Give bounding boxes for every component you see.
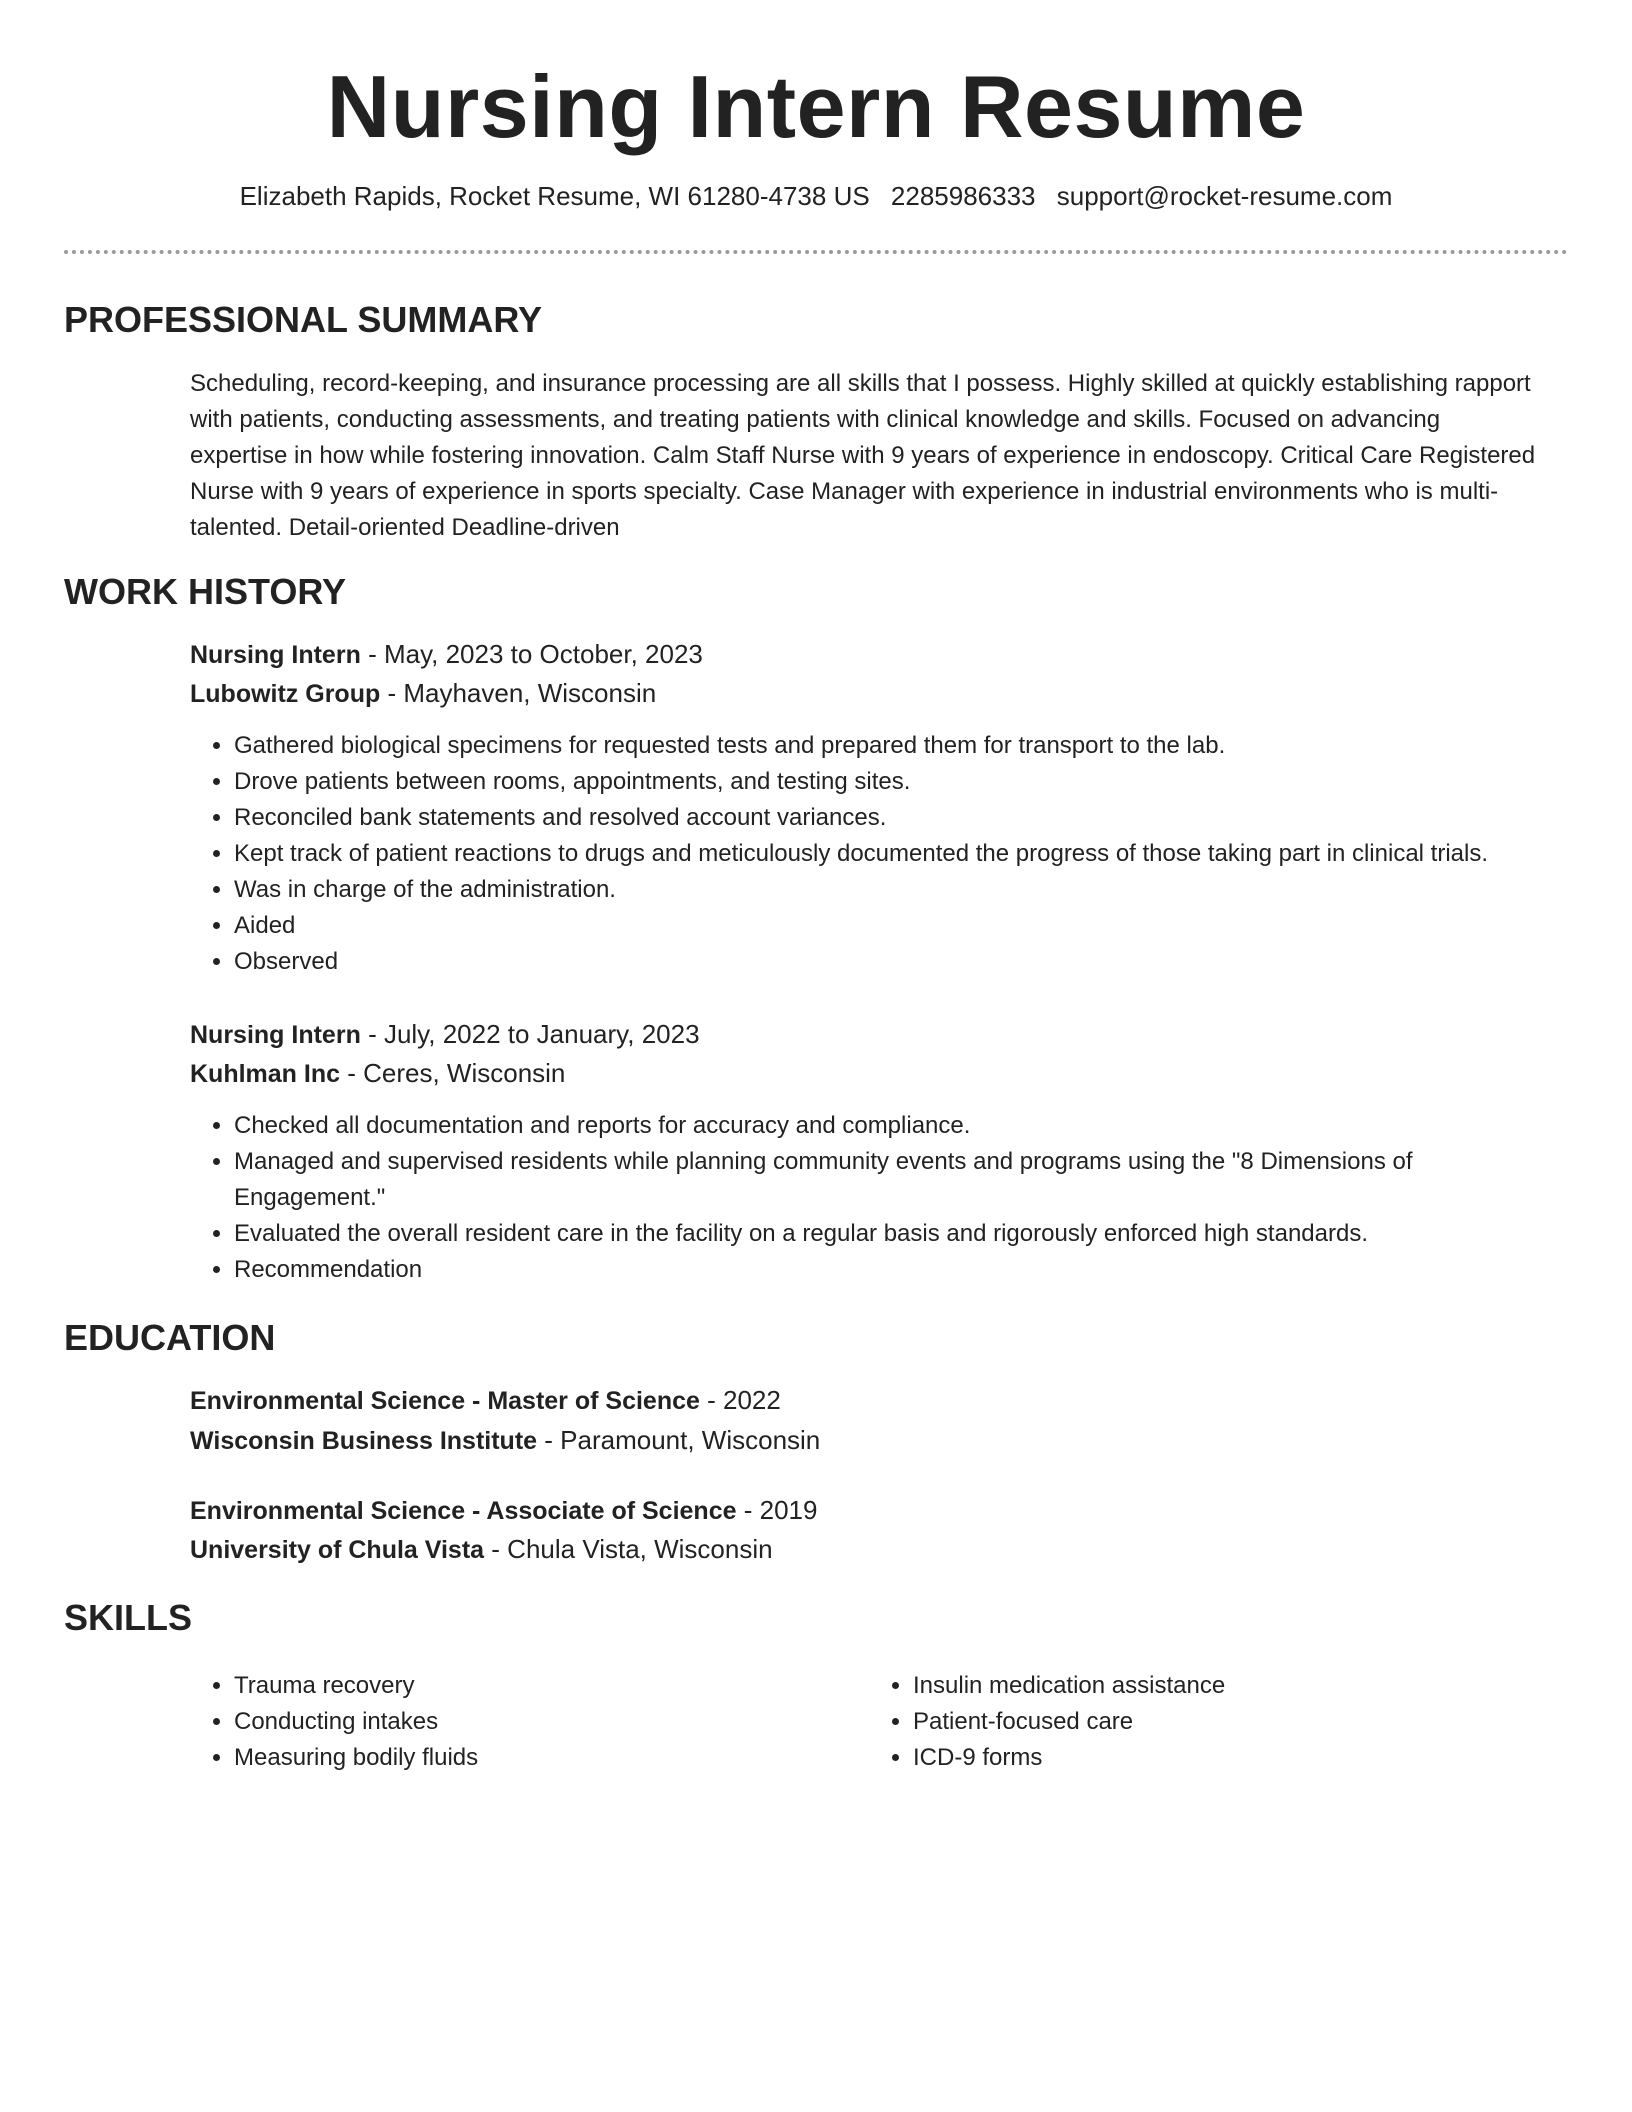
job-company: Lubowitz Group: [190, 680, 381, 708]
skills-list-left: [190, 1668, 834, 1776]
section-title-summary: PROFESSIONAL SUMMARY: [64, 299, 543, 340]
job-bullet: • Managed and supervised residents while planning community events and programs using the "8 Dimensions of Engagement.": [234, 1144, 1514, 1216]
education-degree-line: [190, 1492, 817, 1529]
contact-address: Elizabeth Rapids, Rocket Resume, WI 61280-4738 US: [239, 181, 870, 211]
job-bullet: • Was in charge of the administration.: [234, 872, 1614, 908]
job-bullet: • Aided: [234, 908, 1614, 944]
education-location: - Chula Vista, Wisconsin: [484, 1534, 773, 1564]
job-location: - Ceres, Wisconsin: [340, 1058, 566, 1088]
skill-item: • ICD-9 forms: [913, 1740, 1513, 1776]
job-bullet: • Gathered biological specimens for requested tests and prepared them for transport to the lab.: [234, 728, 1614, 764]
contact-phone: 2285986333: [890, 181, 1036, 211]
education-year: - 2022: [699, 1385, 781, 1415]
summary-text: Scheduling, record-keeping, and insurance processing are all skills that I possess. Highly skilled at quickly establishing rapport with patients, conducting assessments, and treating patients with clinical knowledge and skills. Focused on advancing expertise in how while fostering innovation. Calm Staff Nurse with 9 years of experience in endoscopy. Critical Care Registered Nurse with 9 years of experience in sports specialty. Case Manager with experience in industrial environments who is multi-talented. Detail-oriented Deadline-driven: [190, 370, 1536, 541]
education-degree: Environmental Science - Master of Science: [190, 1387, 700, 1415]
contact-line: [0, 178, 1632, 214]
education-school: University of Chula Vista: [190, 1536, 485, 1564]
job-title-line: [190, 1016, 700, 1053]
skills-list-right: [869, 1668, 1513, 1776]
job-bullet: • Observed: [234, 944, 1614, 980]
education-year: - 2019: [736, 1495, 818, 1525]
resume-title: Nursing Intern Resume: [326, 57, 1306, 156]
job-company-line: [190, 675, 656, 712]
header-divider: [64, 250, 1568, 254]
job-dates: - May, 2023 to October, 2023: [360, 639, 703, 669]
skill-item: • Conducting intakes: [234, 1704, 834, 1740]
job-location: - Mayhaven, Wisconsin: [380, 678, 657, 708]
job-company-line: [190, 1055, 565, 1092]
section-title-education: EDUCATION: [64, 1317, 276, 1358]
skill-item: • Insulin medication assistance: [913, 1668, 1513, 1704]
education-school-line: [190, 1422, 820, 1459]
job-bullet: • Kept track of patient reactions to drugs and meticulously documented the progress of those taking part in clinical trials.: [234, 836, 1614, 872]
job-bullet: • Reconciled bank statements and resolved account variances.: [234, 800, 1614, 836]
job-title: Nursing Intern: [190, 641, 361, 669]
job-bullet: • Recommendation: [234, 1252, 1514, 1288]
education-school-line: [190, 1531, 773, 1568]
job-company: Kuhlman Inc: [190, 1060, 341, 1088]
contact-email: support@rocket-resume.com: [1056, 181, 1393, 211]
section-title-work-history: WORK HISTORY: [64, 571, 347, 612]
job-bullet: • Checked all documentation and reports for accuracy and compliance.: [234, 1108, 1514, 1144]
skill-item: • Patient-focused care: [913, 1704, 1513, 1740]
job-title: Nursing Intern: [190, 1021, 361, 1049]
education-degree: Environmental Science - Associate of Science: [190, 1497, 737, 1525]
education-degree-line: [190, 1382, 781, 1419]
job-bullet: • Drove patients between rooms, appointments, and testing sites.: [234, 764, 1614, 800]
skill-item: • Trauma recovery: [234, 1668, 834, 1704]
job-bullet-list: [190, 728, 1614, 980]
skill-item: • Measuring bodily fluids: [234, 1740, 834, 1776]
job-bullet: • Evaluated the overall resident care in the facility on a regular basis and rigorously enforced high standards.: [234, 1216, 1514, 1252]
job-bullet-list: [190, 1108, 1514, 1288]
job-dates: - July, 2022 to January, 2023: [360, 1019, 700, 1049]
education-location: - Paramount, Wisconsin: [537, 1425, 821, 1455]
education-school: Wisconsin Business Institute: [190, 1427, 538, 1455]
section-title-skills: SKILLS: [64, 1597, 193, 1638]
job-title-line: [190, 636, 703, 673]
